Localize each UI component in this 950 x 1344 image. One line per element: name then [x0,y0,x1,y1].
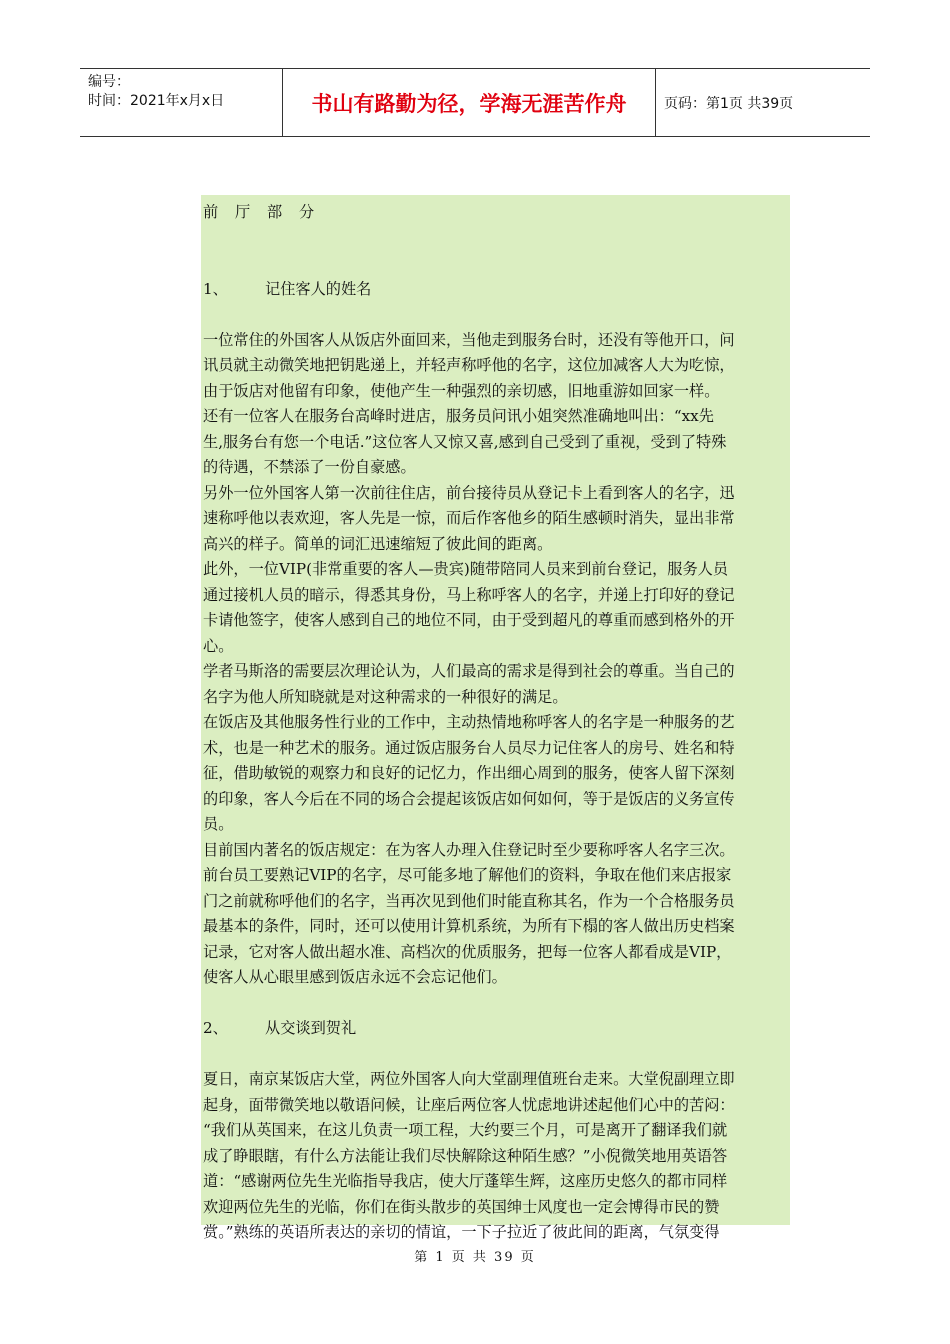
paragraph-1 [203,328,790,991]
text-line: 最基本的条件，同时，还可以使用计算机系统，为所有下榻的客人做出历史档案 [203,917,735,935]
text-line: “我们从英国来，在这儿负责一项工程，大约要三个月，可是离开了翻译我们就 [203,1121,728,1139]
text-line: 高兴的样子。简单的词汇迅速缩短了彼此间的距离。 [203,534,553,553]
page-footer: 第 1 页 共 39 页 [414,1250,536,1265]
text-line: 通过接机人员的暗示，得悉其身份，马上称呼客人的名字，并递上打印好的登记 [203,585,735,604]
text-line: 由于饭店对他留有印象，使他产生一种强烈的亲切感，旧地重游如回家一样。 [203,381,720,400]
motto: 书山有路勤为径，学海无涯苦作舟 [282,69,656,136]
text-line: 讯员就主动微笑地把钥匙递上，并轻声称呼他的名字，这位加减客人大为吃惊， [203,356,735,374]
page-label: 页码：第1页 共39页 [664,95,794,112]
header-table [80,68,870,137]
section-title-text: 从交谈到贺礼 [265,1019,357,1037]
text-line: 速称呼他以表欢迎，客人先是一惊，而后作客他乡的陌生感顿时消失，显出非常 [203,509,735,527]
text-line: 记录，它对客人做出超水准、高档次的优质服务，把每一位客人都看成是VIP， [203,942,732,961]
doc-heading: 前 厅 部 分 [203,203,321,221]
text-line: 前台员工要熟记VIP的名字，尽可能多地了解他们的资料，争取在他们来店报家 [203,866,732,884]
header-info [80,69,282,136]
text-line: 心。 [203,636,234,655]
section-number: 2、 [203,1019,228,1037]
text-line: 此外，一位VIP(非常重要的客人—贵宾)随带陪同人员来到前台登记，服务人员 [203,560,729,578]
date-label: 时间：2021年x月x日 [88,93,225,109]
text-line: 成了睁眼瞎，有什么方法能让我们尽快解除这种陌生感？”小倪微笑地用英语答 [203,1146,728,1165]
section-title-text: 记住客人的姓名 [265,279,372,298]
text-line: 目前国内著名的饭店规定：在为客人办理入住登记时至少要称呼客人名字三次。 [203,840,735,859]
paragraph-2 [203,1067,790,1246]
text-line: 另外一位外国客人第一次前往住店，前台接待员从登记卡上看到客人的名字，迅 [203,483,735,502]
text-line: 在饭店及其他服务性行业的工作中，主动热情地称呼客人的名字是一种服务的艺 [203,713,735,731]
text-line: 还有一位客人在服务台高峰时进店，服务员问讯小姐突然准确地叫出：“xx先 [203,407,714,425]
text-line: 征，借助敏锐的观察力和良好的记忆力，作出细心周到的服务，使客人留下深刻 [203,764,735,782]
text-line: 的待遇，不禁添了一份自豪感。 [203,458,416,476]
text-line: 一位常住的外国客人从饭店外面回来，当他走到服务台时，还没有等他开口，问 [203,330,735,349]
text-line: 欢迎两位先生的光临，你们在街头散步的英国绅士风度也一定会博得市民的赞 [203,1197,720,1216]
text-line: 名字为他人所知晓就是对这种需求的一种很好的满足。 [203,687,568,706]
text-line: 夏日，南京某饭店大堂，两位外国客人向大堂副理值班台走来。大堂倪副理立即 [203,1070,735,1088]
text-line: 门之前就称呼他们的名字，当再次见到他们时能直称其名，作为一个合格服务员 [203,891,735,910]
text-line: 员。 [203,815,234,833]
text-line: 术，也是一种艺术的服务。通过饭店服务台人员尽力记住客人的房号、姓名和特 [203,738,735,757]
text-line: 的印象，客人今后在不同的场合会提起该饭店如何如何，等于是饭店的义务宣传 [203,789,735,808]
text-line: 道：“感谢两位先生光临指导我店，使大厅蓬筚生辉，这座历史悠久的都市同样 [203,1172,728,1190]
text-line: 赏。”熟练的英语所表达的亲切的情谊，一下子拉近了彼此间的距离，气氛变得 [203,1223,720,1241]
document-body [201,195,790,1241]
section-title-1 [203,277,790,303]
serial-label: 编号： [88,74,130,90]
text-line: 生,服务台有您一个电话.”这位客人又惊又喜,感到自己受到了重视，受到了特殊 [203,432,727,451]
text-line: 卡请他签字，使客人感到自己的地位不同，由于受到超凡的尊重而感到格外的开 [203,611,735,629]
text-line: 使客人从心眼里感到饭店永远不会忘记他们。 [203,968,507,986]
section-number: 1、 [203,279,228,298]
text-line: 学者马斯洛的需要层次理论认为，人们最高的需求是得到社会的尊重。当自己的 [203,662,735,680]
section-title-2 [203,1016,790,1042]
text-line: 起身，面带微笑地以敬语问候，让座后两位客人忧虑地讲述起他们心中的苦闷： [203,1095,735,1114]
